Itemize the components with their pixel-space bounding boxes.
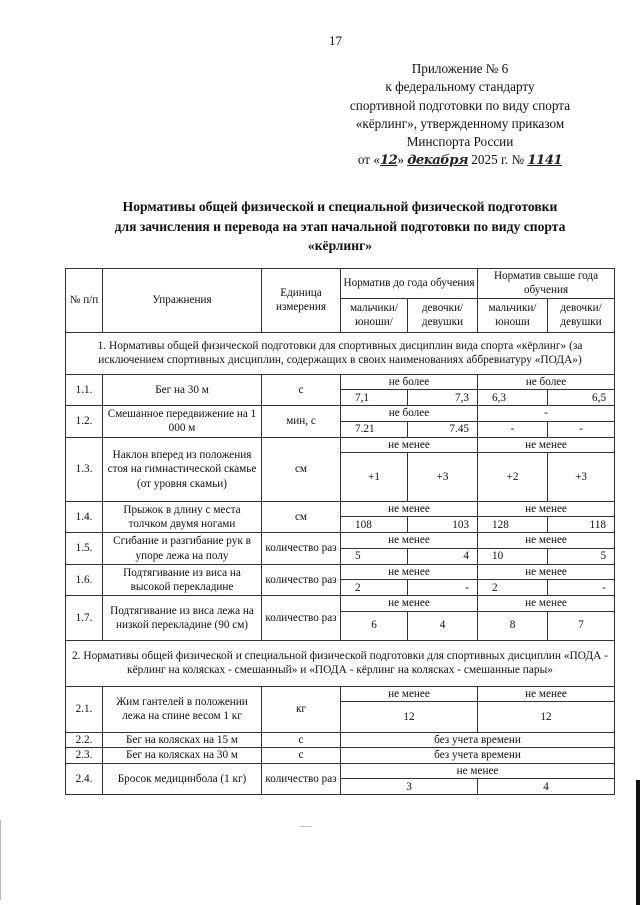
row-condition: не менее — [341, 533, 478, 548]
annex-header — [330, 60, 590, 171]
value-cell: без учета времени — [341, 748, 615, 763]
value-cell: - — [548, 421, 615, 437]
row-unit: см — [262, 437, 341, 501]
value-cell: 128 — [478, 517, 548, 533]
row-condition: не менее — [341, 502, 478, 517]
value-cell: - — [548, 580, 615, 596]
annex-line: к федеральному стандарту — [385, 79, 535, 95]
table-row — [66, 564, 615, 579]
row-condition: не менее — [478, 686, 615, 701]
table-row — [66, 437, 615, 452]
row-unit: с — [262, 733, 341, 748]
value-cell: 7,3 — [408, 390, 478, 406]
row-num: 1.2. — [66, 406, 103, 437]
annex-line: спортивной подготовки по виду спорта — [349, 97, 571, 113]
row-exercise: Бег на колясках на 30 м — [103, 748, 262, 763]
section-row — [66, 332, 615, 374]
row-condition: не менее — [478, 596, 615, 611]
row-num: 1.1. — [66, 374, 103, 405]
header-row — [66, 269, 615, 299]
row-unit: мин, с — [262, 406, 341, 437]
value-cell: 10 — [478, 548, 548, 564]
annex-line: Минспорта России — [406, 134, 514, 150]
page-number: 17 — [329, 33, 342, 48]
row-num: 1.6. — [66, 564, 103, 595]
order-date-line — [330, 151, 590, 170]
value-cell: 118 — [548, 517, 615, 533]
section-row — [66, 640, 615, 686]
row-condition: не менее — [478, 502, 615, 517]
row-condition: не менее — [341, 763, 615, 778]
value-cell: - — [478, 421, 548, 437]
row-condition: не менее — [341, 564, 478, 579]
row-num: 1.3. — [66, 437, 103, 501]
value-cell: 7,1 — [341, 390, 408, 406]
date-mid: » — [397, 152, 408, 168]
row-unit: см — [262, 502, 341, 533]
row-num: 2.2. — [66, 733, 103, 748]
header-girls-2: девочки/ девушки — [548, 298, 615, 332]
row-num: 1.4. — [66, 502, 103, 533]
value-cell: 12 — [341, 702, 478, 733]
value-cell: 8 — [478, 611, 548, 640]
row-unit: кг — [262, 686, 341, 732]
row-exercise: Подтягивание из виса на высокой перекладине — [103, 564, 262, 595]
row-condition: не менее — [478, 533, 615, 548]
scan-artifact — [300, 826, 312, 827]
scan-artifact — [0, 820, 1, 900]
title-line: «кёрлинг» — [307, 238, 373, 253]
row-num: 2.3. — [66, 748, 103, 763]
table-row — [66, 763, 615, 778]
handwritten-month: декабря — [407, 153, 468, 169]
header-group-first-year: Норматив до года обучения — [341, 269, 478, 299]
row-unit: количество раз — [262, 763, 341, 794]
value-cell: 2 — [341, 580, 408, 596]
value-cell: 108 — [341, 517, 408, 533]
value-cell: 5 — [341, 548, 408, 564]
table-row — [66, 374, 615, 389]
value-cell: 2 — [478, 580, 548, 596]
value-cell: 7 — [548, 611, 615, 640]
table-row — [66, 733, 615, 748]
value-cell: +1 — [341, 453, 408, 502]
row-num: 1.5. — [66, 533, 103, 564]
section-2-title: 2. Нормативы общей физической и специальной физической подготовки для спортивных дисциплин «ПОДА - кёрлинг на колясках - смешанный» и «ПОДА - кёрлинг на колясках - смешанные пары» — [66, 640, 615, 686]
value-cell: 6,5 — [548, 390, 615, 406]
row-num: 2.1. — [66, 686, 103, 732]
row-exercise: Подтягивание из виса лежа на низкой перекладине (90 см) — [103, 596, 262, 640]
value-cell: 12 — [478, 702, 615, 733]
norms-table — [65, 268, 615, 795]
date-year: 2025 г. № — [468, 152, 528, 168]
row-condition: не менее — [341, 437, 478, 452]
handwritten-order-number: 1141 — [527, 153, 563, 169]
table-row — [66, 406, 615, 421]
row-num: 2.4. — [66, 763, 103, 794]
table-row — [66, 533, 615, 548]
title-line: для зачисления и перевода на этап начальной подготовки по виду спорта — [114, 218, 566, 234]
row-exercise: Сгибание и разгибание рук в упоре лежа на полу — [103, 533, 262, 564]
row-unit: с — [262, 748, 341, 763]
row-unit: количество раз — [262, 564, 341, 595]
header-unit: Единица измерения — [262, 269, 341, 333]
value-cell: 6 — [341, 611, 408, 640]
row-condition: не более — [341, 374, 478, 389]
document-title — [70, 197, 610, 256]
handwritten-day: 12 — [379, 153, 398, 169]
header-boys-2: мальчики/ юноши — [478, 298, 548, 332]
row-condition: не менее — [341, 596, 478, 611]
section-1-title: 1. Нормативы общей физической подготовки для спортивных дисциплин вида спорта «кёрлинг» (за исключением спортивных дисциплин, содержащих в своих наименованиях аббревиатуру «ПОДА») — [66, 332, 615, 374]
scan-artifact — [636, 780, 640, 905]
value-cell: 7.45 — [408, 421, 478, 437]
annex-title: Приложение № 6 — [411, 61, 509, 76]
value-cell: 7.21 — [341, 421, 408, 437]
row-unit: количество раз — [262, 596, 341, 640]
value-cell: - — [408, 580, 478, 596]
header-num: № п/п — [66, 269, 103, 333]
table-row — [66, 596, 615, 611]
value-cell: +2 — [478, 453, 548, 502]
value-cell: 4 — [478, 779, 615, 795]
row-num: 1.7. — [66, 596, 103, 640]
row-exercise: Бег на 30 м — [103, 374, 262, 405]
row-unit: количество раз — [262, 533, 341, 564]
row-exercise: Жим гантелей в положении лежа на спине весом 1 кг — [103, 686, 262, 732]
title-line: Нормативы общей физической и специальной физической подготовки — [122, 199, 558, 214]
table-row — [66, 502, 615, 517]
value-cell: 4 — [408, 548, 478, 564]
date-prefix: от « — [357, 152, 380, 168]
header-girls-1: девочки/ девушки — [408, 298, 478, 332]
value-cell: 103 — [408, 517, 478, 533]
header-boys-1: мальчики/ юноши/ — [341, 298, 408, 332]
annex-line: «кёрлинг», утвержденному приказом — [355, 115, 565, 131]
table-row — [66, 686, 615, 701]
table-row — [66, 748, 615, 763]
row-exercise: Бег на колясках на 15 м — [103, 733, 262, 748]
row-condition: не более — [478, 374, 615, 389]
row-exercise: Смешанное передвижение на 1 000 м — [103, 406, 262, 437]
value-cell: 5 — [548, 548, 615, 564]
value-cell: без учета времени — [341, 733, 615, 748]
row-condition: не менее — [341, 686, 478, 701]
value-cell: +3 — [548, 453, 615, 502]
value-cell: 4 — [408, 611, 478, 640]
value-cell: 6,3 — [478, 390, 548, 406]
header-group-over-year: Норматив свыше года обучения — [478, 269, 615, 299]
row-exercise: Наклон вперед из положения стоя на гимнастической скамье (от уровня скамьи) — [103, 437, 262, 501]
row-condition: не менее — [478, 437, 615, 452]
row-condition: не более — [341, 406, 478, 421]
value-cell: +3 — [408, 453, 478, 502]
row-condition: не менее — [478, 564, 615, 579]
row-condition: - — [478, 406, 615, 421]
value-cell: 3 — [341, 779, 478, 795]
row-exercise: Прыжок в длину с места толчком двумя ногами — [103, 502, 262, 533]
row-exercise: Бросок медицинбола (1 кг) — [103, 763, 262, 794]
header-exercise: Упражнения — [103, 269, 262, 333]
row-unit: с — [262, 374, 341, 405]
